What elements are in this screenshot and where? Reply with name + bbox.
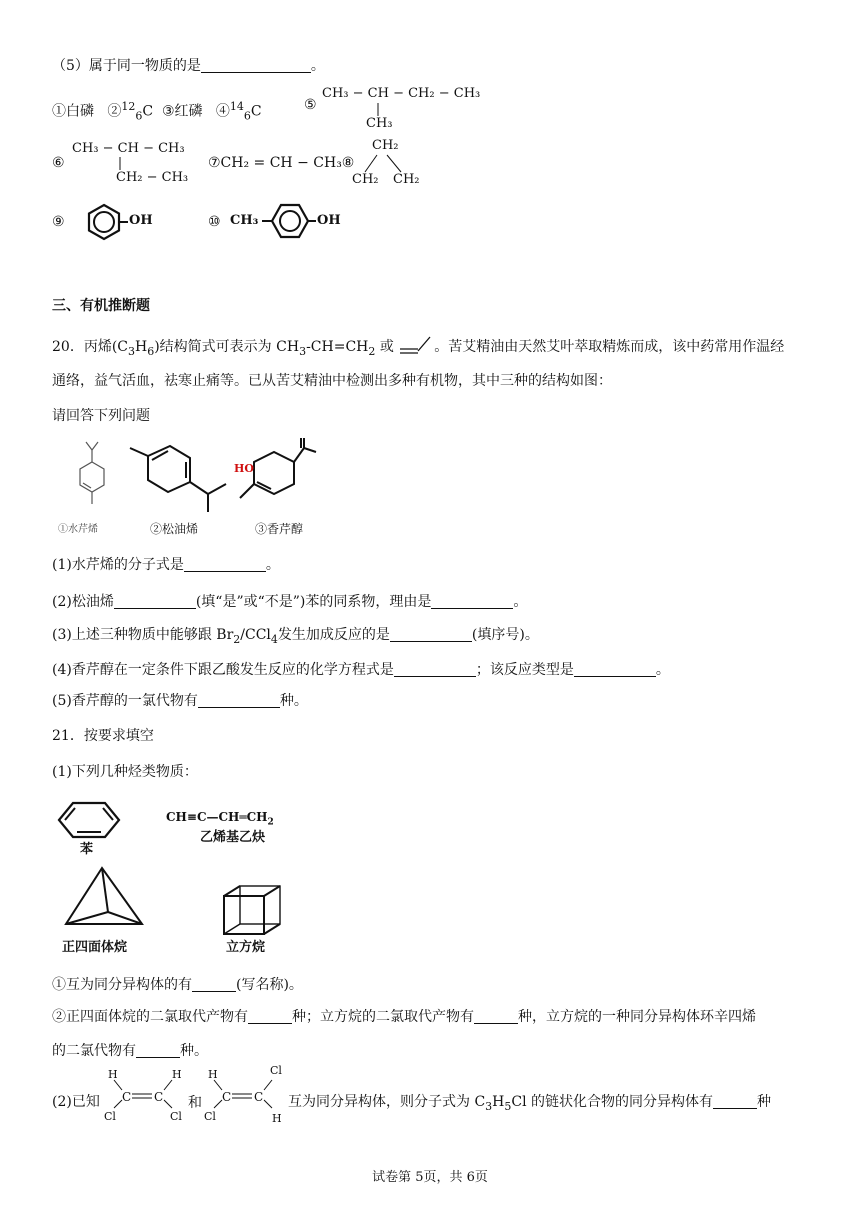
q20-part1: (1)水芹烯的分子式是 。 [52,557,280,573]
q21-q2-line1: ②正四面体烷的二氯取代产物有 种；立方烷的二氯取代产物有 种，立方烷的一种同分异构体环辛四烯 [52,1009,756,1025]
answer-blank[interactable] [248,1007,292,1024]
q21-q2-line2: 的二氯代物有 种。 [52,1043,208,1059]
iso2-cl-left: Cl [204,1110,216,1123]
item5-label: ⑤ [304,97,317,113]
cresol-oh: OH [317,213,341,228]
fig-label-3: ③香芹醇 [255,522,304,536]
q21-part2-prefix: (2)已知 [52,1094,100,1110]
item7-8-label: ⑦CH₂ = CH − CH₃⑧ [208,155,355,171]
cyclopropane-right: CH₂ [393,172,420,187]
q19-5-stem: （5）属于同一物质的是 。 [52,58,325,74]
tetrahedrane-label: 正四面体烷 [62,940,128,955]
phenol-ring-icon [84,202,124,242]
answer-blank[interactable] [184,555,266,572]
answer-blank[interactable] [574,660,656,677]
iso2-h-left: H [208,1068,218,1081]
iso1-h-left: H [108,1068,118,1081]
fig-label-1: ①水芹烯 [58,524,98,535]
q21-q1: ①互为同分异构体的有 (写名称)。 [52,977,303,993]
item6-bond [119,157,121,171]
item6-structure-main: CH₃ − CH − CH₃ [72,141,185,156]
answer-blank[interactable] [713,1092,757,1109]
q20-part3: (3)上述三种物质中能够跟 $Br_2/CCl_4$发生加成反应的是 (填序号)。 [52,627,539,646]
item5-structure-branch: CH₃ [366,116,393,131]
cyclopropane-top: CH₂ [372,138,399,153]
iso1-c-left: C [122,1090,132,1104]
q20-stem-line1: 20．丙烯$(C_3H_6)$结构简式可表示为 $CH_3-CH=CH_2$ 或 。苦艾精油由天然艾叶萃取精炼而成，该中药常用作温经 [52,335,784,362]
terpene-structures-figure [58,440,318,520]
q21-part1: (1)下列几种烃类物质： [52,764,198,780]
q20-stem-line2: 通络，益气活血，祛寒止痛等。已从苦艾精油中检测出多种有机物，其中三种的结构如图： [52,373,612,389]
item5-structure-main: CH₃ − CH − CH₂ − CH₃ [322,86,481,101]
q21-part2-text: 互为同分异构体，则分子式为 $C_3H_5Cl$ 的链状化合物的同分异构体有 种 [288,1094,772,1113]
cresol-ring-icon [268,200,318,242]
propene-skeletal-icon [398,335,434,355]
carveol-ho: HO [234,462,254,475]
q21-title: 21．按要求填空 [52,728,154,744]
iso2-cl-right: Cl [270,1064,282,1077]
iso2-bonds [204,1070,288,1118]
fig-label-2: ②松油烯 [150,522,199,536]
answer-blank[interactable] [198,691,280,708]
benzene-icon [55,800,125,840]
iso1-cl-right: Cl [170,1110,182,1123]
q20-part2: (2)松油烯 (填“是”或“不是”)苯的同系物，理由是 。 [52,594,528,610]
q20-part5: (5)香芹醇的一氯代物有 种。 [52,693,308,709]
answer-blank[interactable] [431,592,513,609]
phenol-oh: OH [129,213,153,228]
answer-blank[interactable] [201,56,311,73]
iso1-h-right: H [172,1068,182,1081]
answer-blank[interactable] [474,1007,518,1024]
iso1-cl-left: Cl [104,1110,116,1123]
and-text: 和 [188,1095,202,1111]
cresol-ch3: CH₃ [230,213,259,228]
iso2-h-right: H [272,1112,282,1125]
cubane-label: 立方烷 [226,940,266,955]
answer-blank[interactable] [390,625,472,642]
item5-bond [377,103,379,117]
item6-label: ⑥ [52,155,65,171]
vinylacetylene-label: 乙烯基乙炔 [200,830,266,845]
iso2-c-left: C [222,1090,232,1104]
page-footer: 试卷第 5页，共 6页 [372,1170,488,1185]
answer-blank[interactable] [394,660,476,677]
iso2-c-right: C [254,1090,264,1104]
tetrahedrane-icon [62,866,146,928]
section-title: 三、有机推断题 [52,298,150,314]
item10-label: ⑩ [208,214,221,230]
item9-label: ⑨ [52,214,65,230]
item6-structure-branch: CH₂ − CH₃ [116,170,189,185]
iso1-bonds [104,1070,188,1118]
iso1-c-right: C [154,1090,164,1104]
answer-blank[interactable] [136,1041,180,1058]
answer-blank[interactable] [192,975,236,992]
q19-5-items-row1: ①白磷 ②$^{12}_6$C ③红磷 ④$^{14}_6$C [52,100,262,123]
q20-stem-line3: 请回答下列问题 [52,408,150,424]
benzene-label: 苯 [80,842,94,857]
cubane-icon [222,884,284,936]
vinylacetylene-formula: $CH\equiv C—CH═CH_2$ [166,810,274,828]
q20-part4: (4)香芹醇在一定条件下跟乙酸发生反应的化学方程式是 ；该反应类型是 。 [52,662,670,678]
cyclopropane-left: CH₂ [352,172,379,187]
answer-blank[interactable] [114,592,196,609]
